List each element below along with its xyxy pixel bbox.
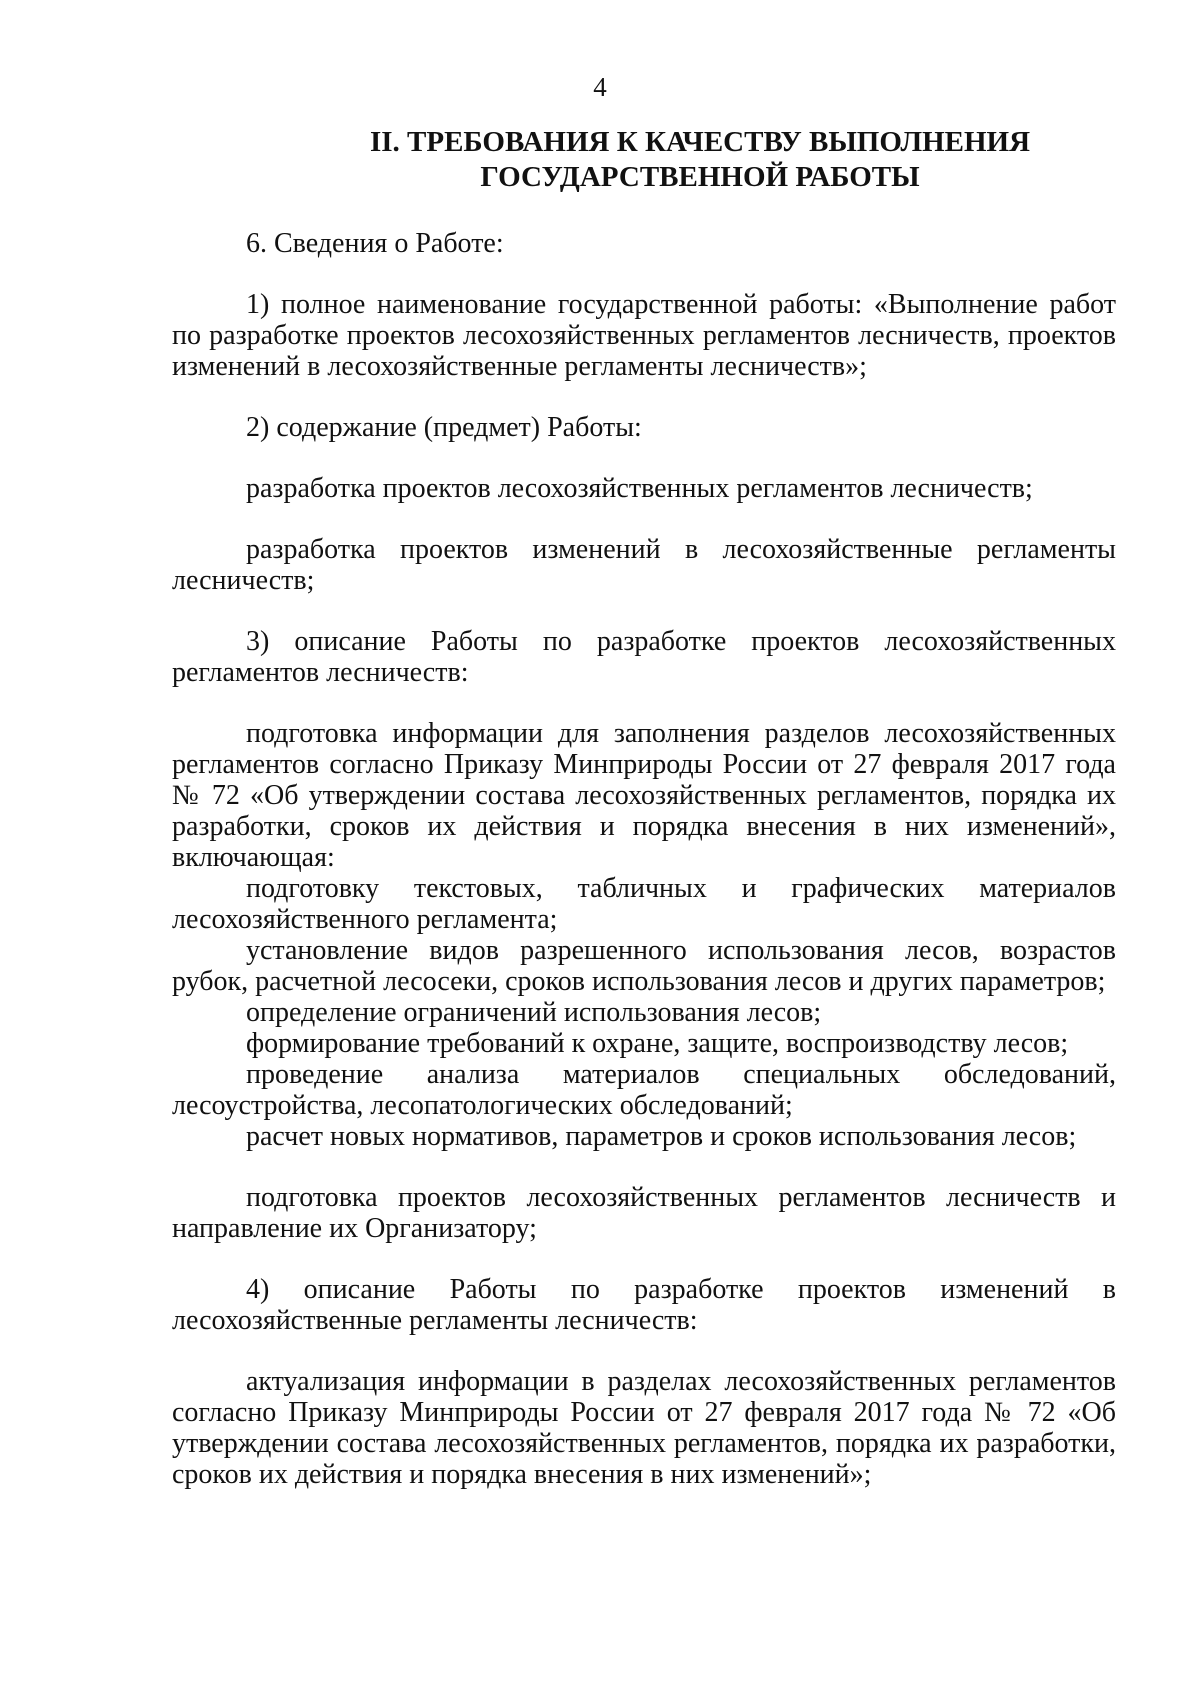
section-title xyxy=(250,125,1150,195)
paragraph-content-subject: 2) содержание (предмет) Работы: xyxy=(246,412,642,443)
paragraph-development-regulations: разработка проектов лесохозяйственных регламентов лесничеств; xyxy=(246,473,1033,504)
list-item-restrictions: определение ограничений использования лесов; xyxy=(246,997,822,1028)
list-item-usage-types: установление видов разрешенного использования лесов, возрастов рубок, расчетной лесосеки, сроков использования лесов и других параметров; xyxy=(172,935,1116,997)
paragraph-preparation-info: подготовка информации для заполнения разделов лесохозяйственных регламентов согласно Приказу Минприроды России от 27 февраля 2017 года № 72 «Об утверждении состава лесохозяйственных регламентов, порядка их разработки, сроков их действия и порядка внесения в них изменений», включающая: xyxy=(172,718,1116,873)
section-title-line-1: II. ТРЕБОВАНИЯ К КАЧЕСТВУ ВЫПОЛНЕНИЯ xyxy=(369,126,1031,158)
document-body xyxy=(172,228,1116,1490)
section-title-line-2: ГОСУДАРСТВЕННОЙ РАБОТЫ xyxy=(480,161,920,193)
paragraph-actualization: актуализация информации в разделах лесохозяйственных регламентов согласно Приказу Минприроды России от 27 февраля 2017 года № 72 «Об утверждении состава лесохозяйственных регламентов, порядка их разработки, сроков их действия и порядка внесения в них изменений»; xyxy=(172,1366,1116,1490)
list-item-protection: формирование требований к охране, защите, воспроизводству лесов; xyxy=(246,1028,1069,1059)
paragraph-description-4: 4) описание Работы по разработке проектов изменений в лесохозяйственные регламенты лесничеств: xyxy=(172,1274,1116,1336)
page-number: 4 xyxy=(593,72,607,102)
list-item-calculation: расчет новых нормативов, параметров и сроков использования лесов; xyxy=(246,1121,1077,1152)
paragraph-development-changes: разработка проектов изменений в лесохозяйственные регламенты лесничеств; xyxy=(172,534,1116,596)
list-item-analysis: проведение анализа материалов специальных обследований, лесоустройства, лесопатологических обследований; xyxy=(172,1059,1116,1121)
paragraph-work-info: 6. Сведения о Работе: xyxy=(246,228,504,259)
paragraph-full-name: 1) полное наименование государственной работы: «Выполнение работ по разработке проектов лесохозяйственных регламентов лесничеств, проектов изменений в лесохозяйственные регламенты лесничеств»; xyxy=(172,289,1116,382)
paragraph-preparation-projects: подготовка проектов лесохозяйственных регламентов лесничеств и направление их Организатору; xyxy=(172,1182,1116,1244)
list-item-materials: подготовку текстовых, табличных и графических материалов лесохозяйственного регламента; xyxy=(172,873,1116,935)
paragraph-description-3: 3) описание Работы по разработке проектов лесохозяйственных регламентов лесничеств: xyxy=(172,626,1116,688)
